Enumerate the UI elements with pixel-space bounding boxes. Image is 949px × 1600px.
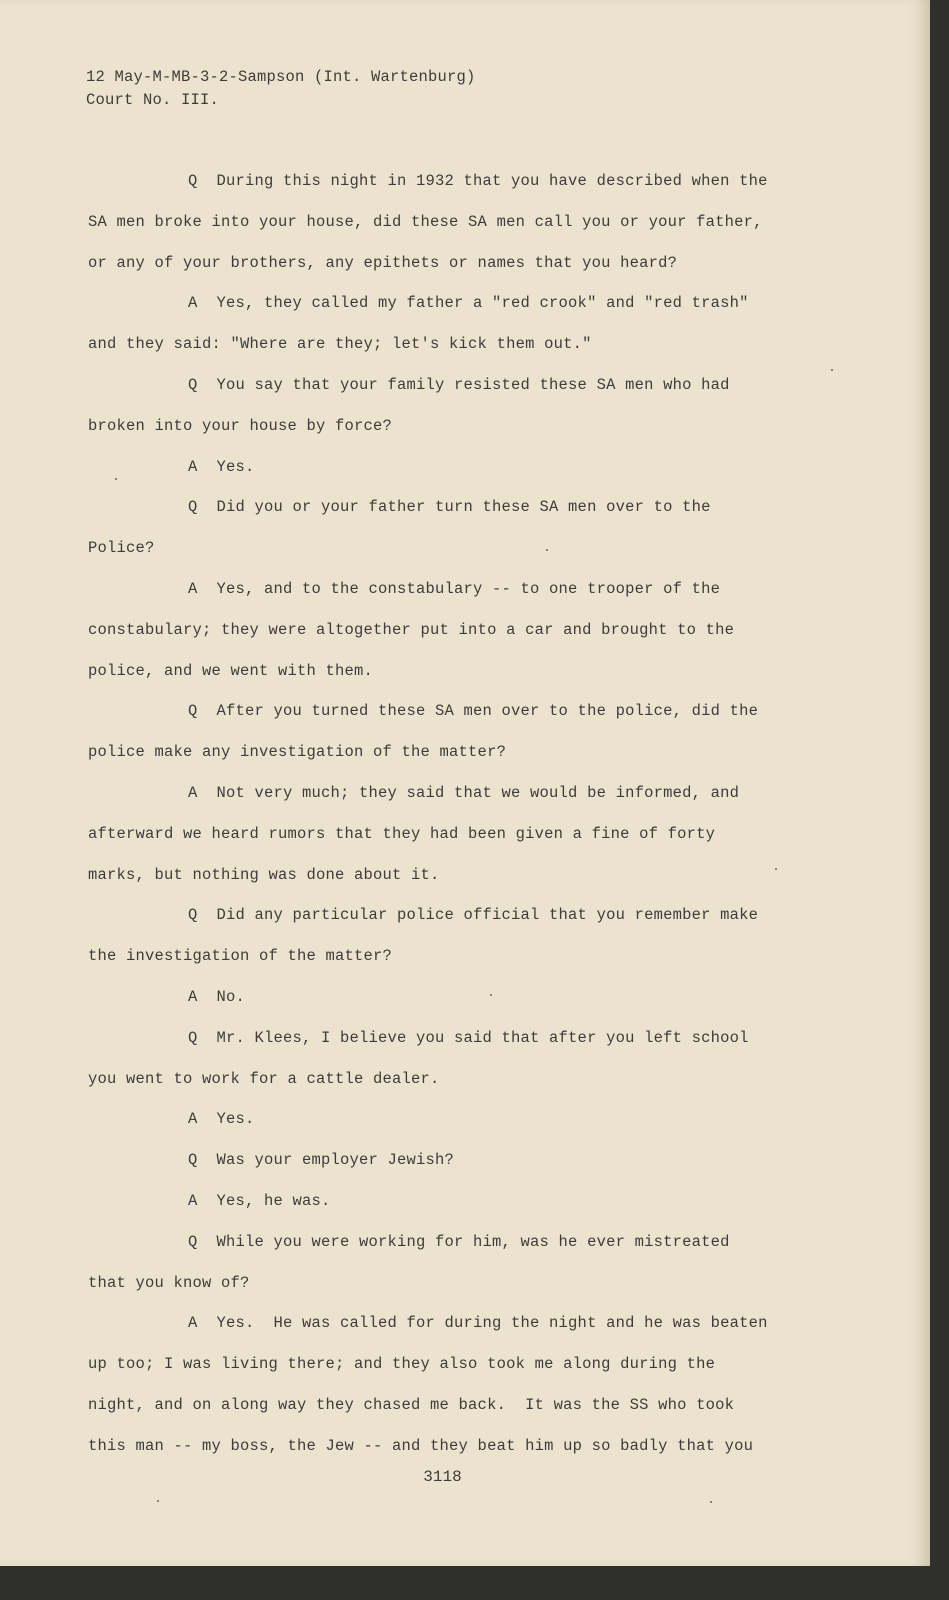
transcript-line: A Yes.	[188, 1110, 255, 1129]
transcript-line: Q Was your employer Jewish?	[188, 1151, 455, 1170]
transcript-line: broken into your house by force?	[88, 416, 393, 435]
header-court-line: Court No. III.	[86, 91, 220, 109]
transcript-line: A Yes, he was.	[188, 1191, 331, 1210]
transcript-line: police, and we went with them.	[88, 661, 374, 680]
paper-speck	[546, 549, 548, 551]
paper-speck	[115, 478, 117, 480]
transcript-line: constabulary; they were altogether put into a car and brought to the	[88, 620, 735, 639]
transcript-line: A Yes.	[188, 457, 255, 476]
transcript-line: the investigation of the matter?	[88, 947, 393, 966]
transcript-body	[88, 168, 818, 1474]
transcript-line: A Yes, and to the constabulary -- to one trooper of the	[188, 579, 721, 598]
transcript-line: Q Mr. Klees, I believe you said that after you left school	[188, 1028, 749, 1047]
transcript-line: Police?	[88, 539, 155, 558]
transcript-line: up too; I was living there; and they also took me along during the	[88, 1355, 716, 1374]
transcript-line: you went to work for a cattle dealer.	[88, 1069, 440, 1088]
document-header	[86, 66, 476, 112]
transcript-line: Q While you were working for him, was he ever mistreated	[188, 1232, 730, 1251]
scan-border-right	[930, 0, 949, 1600]
transcript-line: that you know of?	[88, 1273, 250, 1292]
scan-border-bottom	[0, 1566, 949, 1600]
transcript-line: SA men broke into your house, did these SA men call you or your father,	[88, 212, 763, 231]
transcript-line: night, and on along way they chased me back. It was the SS who took	[88, 1395, 735, 1414]
paper-speck	[157, 1500, 159, 1502]
transcript-line: Q You say that your family resisted these SA men who had	[188, 375, 730, 394]
transcript-line: A Yes. He was called for during the night and he was beaten	[188, 1314, 768, 1333]
paper-speck	[775, 868, 777, 870]
transcript-line: Q Did you or your father turn these SA men over to the	[188, 498, 711, 517]
transcript-line: and they said: "Where are they; let's kick them out."	[88, 335, 592, 354]
header-case-line: 12 May-M-MB-3-2-Sampson (Int. Wartenburg)	[86, 68, 476, 86]
transcript-line: Q During this night in 1932 that you have described when the	[188, 172, 768, 190]
transcript-line: marks, but nothing was done about it.	[88, 865, 440, 884]
paper-speck	[490, 994, 492, 996]
paper-speck	[710, 1501, 712, 1503]
transcript-line: or any of your brothers, any epithets or names that you heard?	[88, 253, 678, 272]
paper-speck	[831, 369, 833, 371]
transcript-line: A No.	[188, 987, 246, 1006]
transcript-line: police make any investigation of the matter?	[88, 743, 507, 762]
transcript-line: Q After you turned these SA men over to the police, did the	[188, 702, 759, 721]
transcript-line: Q Did any particular police official that you remember make	[188, 906, 759, 925]
transcript-line: afterward we heard rumors that they had been given a fine of forty	[88, 824, 716, 843]
transcript-line: this man -- my boss, the Jew -- and they beat him up so badly that you	[88, 1436, 754, 1455]
transcript-line: A Not very much; they said that we would be informed, and	[188, 783, 740, 802]
page-number: 3118	[423, 1468, 462, 1486]
transcript-line: A Yes, they called my father a "red crook" and "red trash"	[188, 294, 749, 313]
